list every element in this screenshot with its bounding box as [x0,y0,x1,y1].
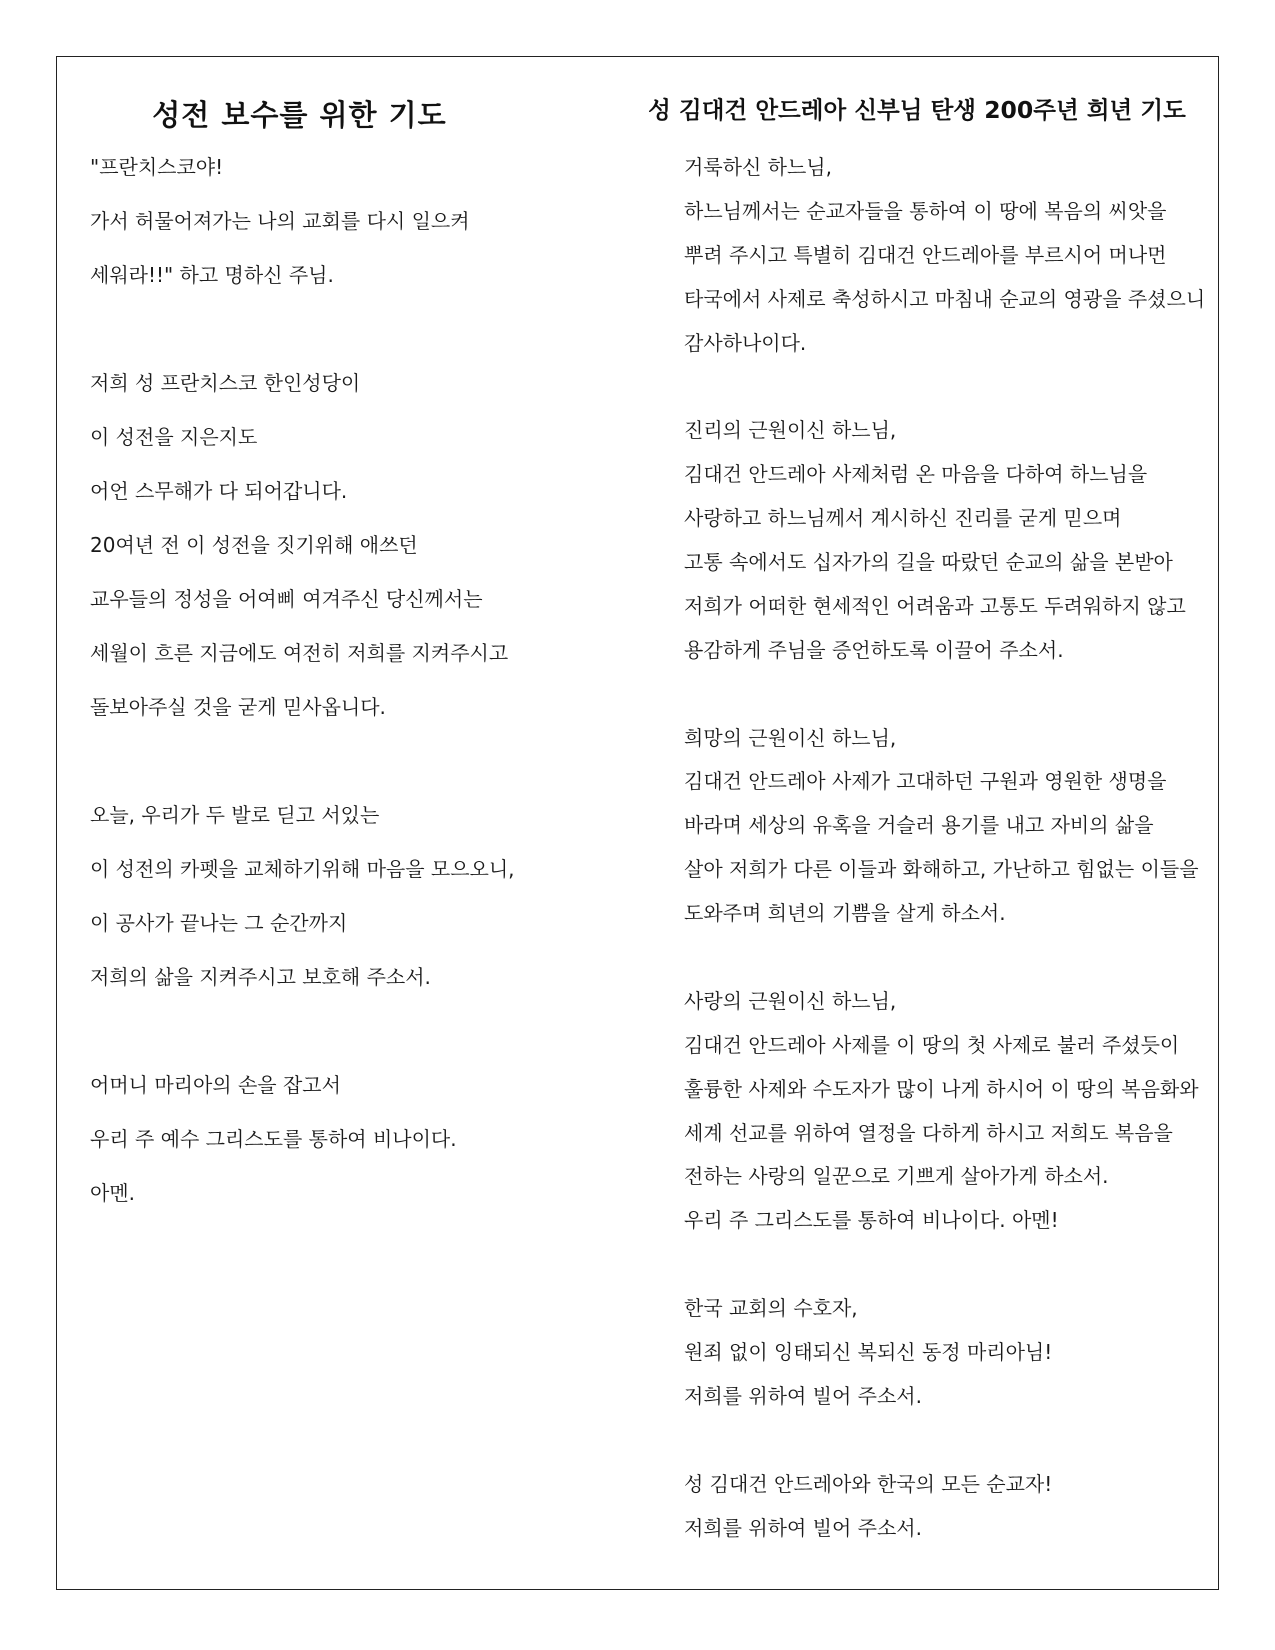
right-prayer-body [684,151,1214,1556]
prayer-line: 살아 저희가 다른 이들과 화해하고, 가난하고 힘없는 이들을 [684,857,1199,882]
prayer-line: 가서 허물어져가는 나의 교회를 다시 일으켜 [90,209,470,233]
prayer-line: 바라며 세상의 유혹을 거슬러 용기를 내고 자비의 삶을 [684,813,1154,838]
prayer-line: 원죄 없이 잉태되신 복되신 동정 마리아님! [684,1340,1053,1365]
prayer-line: 훌륭한 사제와 수도자가 많이 나게 하시어 이 땅의 복음화와 [684,1076,1199,1101]
prayer-line: 저희의 삶을 지켜주시고 보호해 주소서. [90,965,431,989]
prayer-line: 전하는 사랑의 일꾼으로 기쁘게 살아가게 하소서. [684,1164,1109,1189]
prayer-line: 세계 선교를 위하여 열정을 다하게 하시고 저희도 복음을 [684,1120,1173,1145]
prayer-line: 20여년 전 이 성전을 짓기위해 애쓰던 [90,533,418,557]
prayer-blank-line [684,678,1214,722]
prayer-line: 이 성전의 카펫을 교체하기위해 마음을 모으오니, [90,857,515,881]
prayer-line: 거룩하신 하느님, [684,155,832,179]
prayer-line: 감사하나이다. [684,330,807,355]
right-prayer-title: 성 김대건 안드레아 신부님 탄생 200주년 희년 기도 [648,96,1186,124]
prayer-line: 사랑하고 하느님께서 계시하신 진리를 굳게 믿으며 [684,506,1122,531]
prayer-line: 성 김대건 안드레아와 한국의 모든 순교자! [684,1471,1053,1496]
document-frame [56,56,1219,1590]
prayer-blank-line [90,1015,610,1069]
prayer-line: 도와주며 희년의 기쁨을 살게 하소서. [684,901,1006,926]
prayer-blank-line [684,1248,1214,1292]
prayer-line: 아멘. [90,1181,135,1205]
prayer-line: 교우들의 정성을 어여삐 여겨주신 당신께서는 [90,587,483,611]
prayer-line: 오늘, 우리가 두 발로 딛고 서있는 [90,803,380,827]
prayer-line: 저희를 위하여 빌어 주소서. [684,1383,922,1408]
prayer-line: 돌보아주실 것을 굳게 믿사옵니다. [90,695,386,719]
prayer-line: 세월이 흐른 지금에도 여전히 저희를 지켜주시고 [90,641,509,665]
prayer-line: 뿌려 주시고 특별히 김대건 안드레아를 부르시어 머나먼 [684,242,1167,267]
prayer-line: 세워라!!" 하고 명하신 주님. [90,263,334,287]
prayer-line: 용감하게 주님을 증언하도록 이끌어 주소서. [684,637,1064,662]
prayer-line: 고통 속에서도 십자가의 길을 따랐던 순교의 삶을 본받아 [684,550,1173,575]
left-prayer-body [90,151,610,1231]
prayer-line: 저희를 위하여 빌어 주소서. [684,1515,922,1540]
prayer-line: 우리 주 그리스도를 통하여 비나이다. 아멘! [684,1208,1059,1233]
prayer-line: "프란치스코야! [90,155,224,179]
prayer-blank-line [684,370,1214,414]
prayer-line: 이 공사가 끝나는 그 순간까지 [90,911,348,935]
prayer-line: 한국 교회의 수호자, [684,1296,858,1321]
left-prayer-title: 성전 보수를 위한 기도 [152,98,447,132]
prayer-line: 어머니 마리아의 손을 잡고서 [90,1073,341,1097]
prayer-line: 희망의 근원이신 하느님, [684,725,897,750]
prayer-line: 진리의 근원이신 하느님, [684,418,897,443]
prayer-blank-line [684,1424,1214,1468]
prayer-line: 사랑의 근원이신 하느님, [684,988,897,1013]
prayer-line: 타국에서 사제로 축성하시고 마침내 순교의 영광을 주셨으니 [684,286,1206,311]
prayer-line: 하느님께서는 순교자들을 통하여 이 땅에 복음의 씨앗을 [684,198,1167,223]
prayer-line: 김대건 안드레아 사제가 고대하던 구원과 영원한 생명을 [684,769,1167,794]
prayer-line: 저희가 어떠한 현세적인 어려움과 고통도 두려워하지 않고 [684,593,1186,618]
prayer-line: 저희 성 프란치스코 한인성당이 [90,371,361,395]
prayer-blank-line [684,941,1214,985]
prayer-line: 우리 주 예수 그리스도를 통하여 비나이다. [90,1127,457,1151]
prayer-line: 어언 스무해가 다 되어갑니다. [90,479,348,503]
prayer-line: 이 성전을 지은지도 [90,425,258,449]
prayer-line: 김대건 안드레아 사제를 이 땅의 첫 사제로 불러 주셨듯이 [684,1032,1180,1057]
prayer-line: 김대건 안드레아 사제처럼 온 마음을 다하여 하느님을 [684,462,1148,487]
prayer-blank-line [90,745,610,799]
prayer-blank-line [90,313,610,367]
